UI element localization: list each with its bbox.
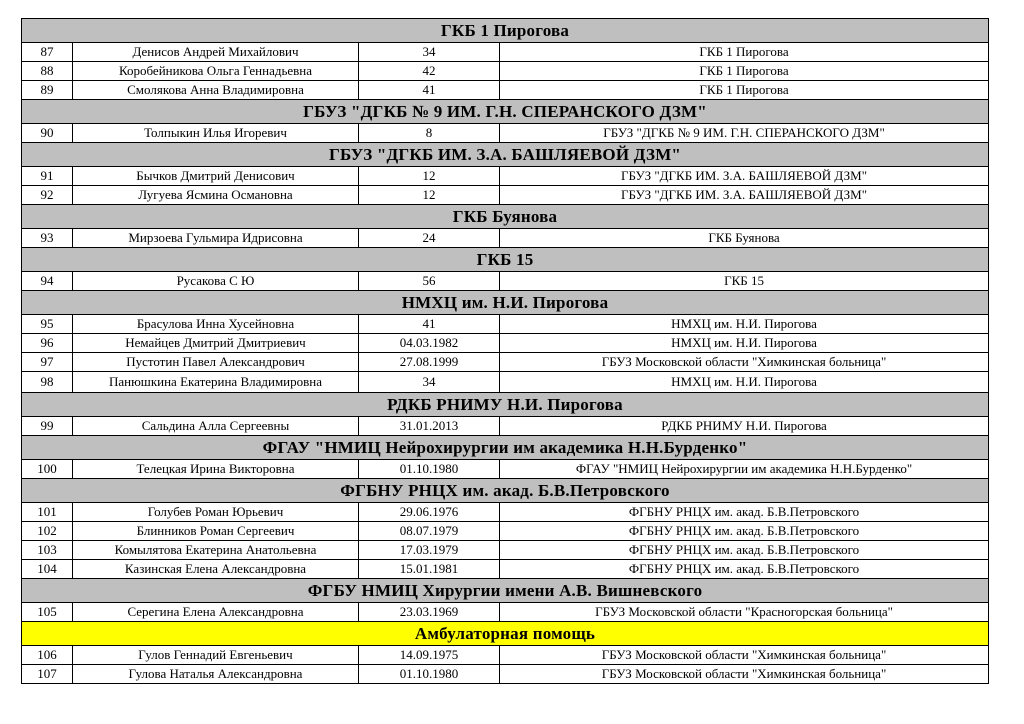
value-cell: 23.03.1969 bbox=[359, 603, 500, 622]
section-header-row bbox=[22, 19, 989, 43]
organization-cell: ГБУЗ "ДГКБ ИМ. З.А. БАШЛЯЕВОЙ ДЗМ" bbox=[500, 167, 989, 186]
row-number-cell: 107 bbox=[22, 665, 73, 684]
organization-cell: НМХЦ им. Н.И. Пирогова bbox=[500, 334, 989, 353]
section-header-row bbox=[22, 579, 989, 603]
organization-cell: ГБУЗ "ДГКБ ИМ. З.А. БАШЛЯЕВОЙ ДЗМ" bbox=[500, 186, 989, 205]
section-header-row bbox=[22, 436, 989, 460]
table-row bbox=[22, 43, 989, 62]
section-header-row bbox=[22, 143, 989, 167]
table-row bbox=[22, 522, 989, 541]
table-row bbox=[22, 372, 989, 393]
row-number-cell: 90 bbox=[22, 124, 73, 143]
person-name-cell: Немайцев Дмитрий Дмитриевич bbox=[73, 334, 359, 353]
value-cell: 29.06.1976 bbox=[359, 503, 500, 522]
row-number-cell: 96 bbox=[22, 334, 73, 353]
table-row bbox=[22, 62, 989, 81]
table-row bbox=[22, 646, 989, 665]
section-title: ГБУЗ "ДГКБ № 9 ИМ. Г.Н. СПЕРАНСКОГО ДЗМ" bbox=[22, 100, 989, 124]
row-number-cell: 94 bbox=[22, 272, 73, 291]
table-row bbox=[22, 167, 989, 186]
section-title: ГКБ 15 bbox=[22, 248, 989, 272]
person-name-cell: Пустотин Павел Александрович bbox=[73, 353, 359, 372]
organization-cell: ГКБ 15 bbox=[500, 272, 989, 291]
person-name-cell: Толпыкин Илья Игоревич bbox=[73, 124, 359, 143]
row-number-cell: 88 bbox=[22, 62, 73, 81]
organization-cell: ГБУЗ Московской области "Химкинская больница" bbox=[500, 665, 989, 684]
table-row bbox=[22, 334, 989, 353]
person-name-cell: Казинская Елена Александровна bbox=[73, 560, 359, 579]
organization-cell: ФГБНУ РНЦХ им. акад. Б.В.Петровского bbox=[500, 560, 989, 579]
person-name-cell: Брасулова Инна Хусейновна bbox=[73, 315, 359, 334]
section-title: РДКБ РНИМУ Н.И. Пирогова bbox=[22, 393, 989, 417]
person-name-cell: Панюшкина Екатерина Владимировна bbox=[73, 372, 359, 393]
person-name-cell: Русакова С Ю bbox=[73, 272, 359, 291]
value-cell: 56 bbox=[359, 272, 500, 291]
organization-cell: ГКБ 1 Пирогова bbox=[500, 43, 989, 62]
table-row bbox=[22, 560, 989, 579]
organization-cell: ГКБ 1 Пирогова bbox=[500, 81, 989, 100]
section-header-row bbox=[22, 291, 989, 315]
section-header-row bbox=[22, 622, 989, 646]
value-cell: 04.03.1982 bbox=[359, 334, 500, 353]
table-row bbox=[22, 541, 989, 560]
section-title: ФГБУ НМИЦ Хирургии имени А.В. Вишневского bbox=[22, 579, 989, 603]
row-number-cell: 97 bbox=[22, 353, 73, 372]
value-cell: 31.01.2013 bbox=[359, 417, 500, 436]
value-cell: 01.10.1980 bbox=[359, 460, 500, 479]
value-cell: 12 bbox=[359, 167, 500, 186]
organization-cell: ГКБ Буянова bbox=[500, 229, 989, 248]
value-cell: 8 bbox=[359, 124, 500, 143]
organization-cell: ФГБНУ РНЦХ им. акад. Б.В.Петровского bbox=[500, 541, 989, 560]
organization-cell: ГБУЗ Московской области "Красногорская больница" bbox=[500, 603, 989, 622]
value-cell: 34 bbox=[359, 43, 500, 62]
table-row bbox=[22, 315, 989, 334]
organization-cell: ФГАУ "НМИЦ Нейрохирургии им академика Н.Н.Бурденко" bbox=[500, 460, 989, 479]
organization-cell: НМХЦ им. Н.И. Пирогова bbox=[500, 315, 989, 334]
participants-table-body bbox=[22, 19, 989, 684]
value-cell: 12 bbox=[359, 186, 500, 205]
person-name-cell: Коробейникова Ольга Геннадьевна bbox=[73, 62, 359, 81]
person-name-cell: Комылятова Екатерина Анатольевна bbox=[73, 541, 359, 560]
value-cell: 14.09.1975 bbox=[359, 646, 500, 665]
table-row bbox=[22, 81, 989, 100]
row-number-cell: 102 bbox=[22, 522, 73, 541]
row-number-cell: 91 bbox=[22, 167, 73, 186]
section-title: ГКБ Буянова bbox=[22, 205, 989, 229]
person-name-cell: Блинников Роман Сергеевич bbox=[73, 522, 359, 541]
value-cell: 27.08.1999 bbox=[359, 353, 500, 372]
table-row bbox=[22, 665, 989, 684]
value-cell: 41 bbox=[359, 315, 500, 334]
person-name-cell: Лугуева Ясмина Османовна bbox=[73, 186, 359, 205]
table-row bbox=[22, 229, 989, 248]
table-row bbox=[22, 603, 989, 622]
row-number-cell: 100 bbox=[22, 460, 73, 479]
table-row bbox=[22, 417, 989, 436]
person-name-cell: Денисов Андрей Михайлович bbox=[73, 43, 359, 62]
person-name-cell: Телецкая Ирина Викторовна bbox=[73, 460, 359, 479]
person-name-cell: Гулова Наталья Александровна bbox=[73, 665, 359, 684]
section-header-row bbox=[22, 248, 989, 272]
value-cell: 41 bbox=[359, 81, 500, 100]
participants-table bbox=[21, 18, 989, 684]
table-row bbox=[22, 353, 989, 372]
value-cell: 01.10.1980 bbox=[359, 665, 500, 684]
section-title: ФГБНУ РНЦХ им. акад. Б.В.Петровского bbox=[22, 479, 989, 503]
organization-cell: ГБУЗ "ДГКБ № 9 ИМ. Г.Н. СПЕРАНСКОГО ДЗМ" bbox=[500, 124, 989, 143]
section-header-row bbox=[22, 479, 989, 503]
person-name-cell: Голубев Роман Юрьевич bbox=[73, 503, 359, 522]
row-number-cell: 104 bbox=[22, 560, 73, 579]
section-title: ГКБ 1 Пирогова bbox=[22, 19, 989, 43]
row-number-cell: 93 bbox=[22, 229, 73, 248]
row-number-cell: 89 bbox=[22, 81, 73, 100]
section-title: Амбулаторная помощь bbox=[22, 622, 989, 646]
row-number-cell: 106 bbox=[22, 646, 73, 665]
section-header-row bbox=[22, 393, 989, 417]
table-row bbox=[22, 503, 989, 522]
row-number-cell: 101 bbox=[22, 503, 73, 522]
organization-cell: ГБУЗ Московской области "Химкинская больница" bbox=[500, 646, 989, 665]
table-row bbox=[22, 460, 989, 479]
row-number-cell: 105 bbox=[22, 603, 73, 622]
organization-cell: ГБУЗ Московской области "Химкинская больница" bbox=[500, 353, 989, 372]
person-name-cell: Сальдина Алла Сергеевны bbox=[73, 417, 359, 436]
organization-cell: ГКБ 1 Пирогова bbox=[500, 62, 989, 81]
person-name-cell: Мирзоева Гульмира Идрисовна bbox=[73, 229, 359, 248]
person-name-cell: Серегина Елена Александровна bbox=[73, 603, 359, 622]
table-row bbox=[22, 124, 989, 143]
organization-cell: РДКБ РНИМУ Н.И. Пирогова bbox=[500, 417, 989, 436]
value-cell: 08.07.1979 bbox=[359, 522, 500, 541]
row-number-cell: 92 bbox=[22, 186, 73, 205]
section-header-row bbox=[22, 205, 989, 229]
table-row bbox=[22, 272, 989, 291]
person-name-cell: Смолякова Анна Владимировна bbox=[73, 81, 359, 100]
value-cell: 24 bbox=[359, 229, 500, 248]
row-number-cell: 99 bbox=[22, 417, 73, 436]
value-cell: 15.01.1981 bbox=[359, 560, 500, 579]
section-header-row bbox=[22, 100, 989, 124]
table-row bbox=[22, 186, 989, 205]
section-title: ФГАУ "НМИЦ Нейрохирургии им академика Н.Н.Бурденко" bbox=[22, 436, 989, 460]
organization-cell: НМХЦ им. Н.И. Пирогова bbox=[500, 372, 989, 393]
value-cell: 34 bbox=[359, 372, 500, 393]
row-number-cell: 87 bbox=[22, 43, 73, 62]
organization-cell: ФГБНУ РНЦХ им. акад. Б.В.Петровского bbox=[500, 522, 989, 541]
value-cell: 42 bbox=[359, 62, 500, 81]
row-number-cell: 98 bbox=[22, 372, 73, 393]
value-cell: 17.03.1979 bbox=[359, 541, 500, 560]
row-number-cell: 103 bbox=[22, 541, 73, 560]
person-name-cell: Гулов Геннадий Евгеньевич bbox=[73, 646, 359, 665]
organization-cell: ФГБНУ РНЦХ им. акад. Б.В.Петровского bbox=[500, 503, 989, 522]
section-title: ГБУЗ "ДГКБ ИМ. З.А. БАШЛЯЕВОЙ ДЗМ" bbox=[22, 143, 989, 167]
row-number-cell: 95 bbox=[22, 315, 73, 334]
section-title: НМХЦ им. Н.И. Пирогова bbox=[22, 291, 989, 315]
person-name-cell: Бычков Дмитрий Денисович bbox=[73, 167, 359, 186]
